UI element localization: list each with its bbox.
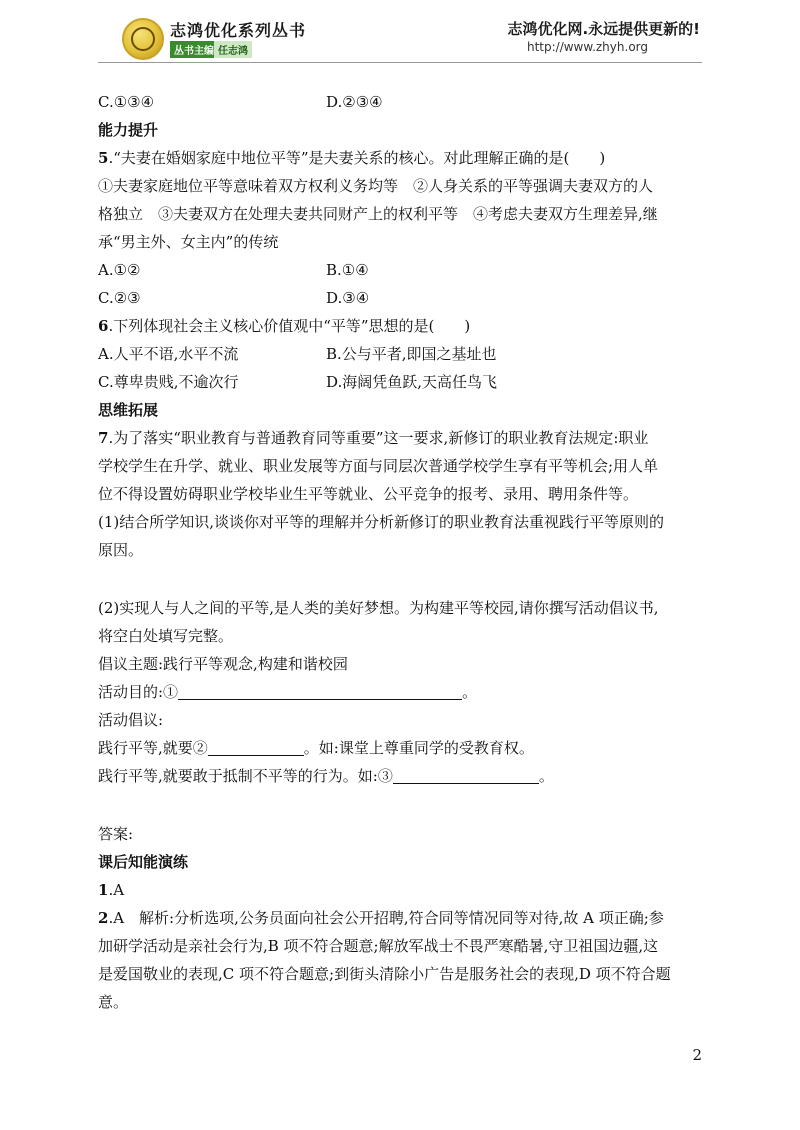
q7-stem xyxy=(98,424,708,452)
q7-stem-text: .为了落实“职业教育与普通教育同等重要”这一要求,新修订的职业教育法规定:职业 xyxy=(108,429,649,447)
page-content xyxy=(98,88,708,1016)
q7-proposal-line-2 xyxy=(98,734,708,762)
section-heading-ability: 能力提升 xyxy=(98,121,159,139)
q7-sub2-line: 将空白处填写完整。 xyxy=(98,627,234,645)
q5-statement-line: ①夫妻家庭地位平等意味着双方权利义务均等 ②人身关系的平等强调夫妻双方的人 xyxy=(98,177,654,195)
q5-number: 5 xyxy=(98,149,109,167)
q5-statement-line: 格独立 ③夫妻双方在处理夫妻共同财产上的权利平等 ④考虑夫妻双方生理差异,继 xyxy=(98,205,658,223)
answer-2 xyxy=(98,904,708,932)
q6-option-c: C.尊卑贵贱,不逾次行 xyxy=(98,373,239,391)
q7-line2-label: 践行平等,就要② xyxy=(98,739,208,757)
fill-blank-2[interactable] xyxy=(208,739,304,756)
spacer xyxy=(98,790,708,820)
q7-stem-line: 位不得设置妨碍职业学校毕业生平等就业、公平竞争的报考、录用、聘用条件等。 xyxy=(98,485,639,503)
q6-stem-text: .下列体现社会主义核心价值观中“平等”思想的是( ) xyxy=(108,317,471,335)
q5-stem xyxy=(98,144,708,172)
q7-purpose-line xyxy=(98,678,708,706)
q5-option-a: A.①② xyxy=(98,261,141,279)
answers-section-heading: 课后知能演练 xyxy=(98,853,189,871)
editor-tag: 丛书主编 xyxy=(170,41,218,58)
q5-stem-text: .“夫妻在婚姻家庭中地位平等”是夫妻关系的核心。对此理解正确的是( ) xyxy=(108,149,606,167)
q5-statement-line: 承“男主外、女主内”的传统 xyxy=(98,233,279,251)
q7-stem-line: 学校学生在升学、就业、职业发展等方面与同层次普通学校学生享有平等机会;用人单 xyxy=(98,457,659,475)
q7-proposal-line-3 xyxy=(98,762,708,790)
q4-option-c: C.①③④ xyxy=(98,93,155,111)
q5-option-c: C.②③ xyxy=(98,289,141,307)
q6-options-row xyxy=(98,368,708,396)
editor-name: 任志鸿 xyxy=(214,41,252,58)
header-url[interactable]: http://www.zhyh.org xyxy=(526,40,648,54)
q7-line3-end: 。 xyxy=(538,767,554,785)
q4-options-row xyxy=(98,88,708,116)
series-logo xyxy=(122,18,164,60)
header-divider xyxy=(98,62,702,63)
q7-proposal-title: 活动倡议: xyxy=(98,711,164,729)
q6-option-b: B.公与平者,即国之基址也 xyxy=(326,345,497,363)
q6-option-a: A.人平不语,水平不流 xyxy=(98,345,239,363)
q6-options-row xyxy=(98,340,708,368)
q5-options-row xyxy=(98,284,708,312)
q7-purpose-label: 活动目的:① xyxy=(98,683,179,701)
q4-option-d: D.②③④ xyxy=(326,93,383,111)
answers-label: 答案: xyxy=(98,825,134,843)
answer-space xyxy=(98,564,708,594)
header-slogan: 志鸿优化网.永远提供更新的! xyxy=(507,20,700,38)
q7-line3-label: 践行平等,就要敢于抵制不平等的行为。如:③ xyxy=(98,767,393,785)
q7-number: 7 xyxy=(98,429,109,447)
series-title: 志鸿优化系列丛书 xyxy=(170,21,307,40)
q7-purpose-end: 。 xyxy=(462,683,478,701)
answer-1 xyxy=(98,876,708,904)
q6-number: 6 xyxy=(98,317,109,335)
q6-option-d: D.海阔凭鱼跃,天高任鸟飞 xyxy=(326,373,498,391)
q5-options-row xyxy=(98,256,708,284)
answer-2-line: 加研学活动是亲社会行为,B 项不符合题意;解放军战士不畏严寒酷暑,守卫祖国边疆,这 xyxy=(98,937,659,955)
answer-2-text: .A 解析:分析选项,公务员面向社会公开招聘,符合同等情况同等对待,故 A 项正确;参 xyxy=(108,909,664,927)
section-heading-thinking: 思维拓展 xyxy=(98,401,159,419)
q5-option-b: B.①④ xyxy=(326,261,369,279)
answer-1-number: 1 xyxy=(98,881,109,899)
answer-2-line: 是爱国敬业的表现,C 项不符合题意;到街头清除小广告是服务社会的表现,D 项不符合题 xyxy=(98,965,671,983)
q7-sub2-line: (2)实现人与人之间的平等,是人类的美好梦想。为构建平等校园,请你撰写活动倡议书, xyxy=(98,599,659,617)
fill-blank-3[interactable] xyxy=(393,767,539,784)
q7-sub1-line: (1)结合所学知识,谈谈你对平等的理解并分析新修订的职业教育法重视践行平等原则的 xyxy=(98,513,665,531)
fill-blank-1[interactable] xyxy=(178,683,462,700)
q6-stem xyxy=(98,312,708,340)
q7-theme: 倡议主题:践行平等观念,构建和谐校园 xyxy=(98,655,348,673)
answer-2-line: 意。 xyxy=(98,993,129,1011)
q7-sub1-line: 原因。 xyxy=(98,541,144,559)
page-number: 2 xyxy=(692,1046,702,1064)
answer-1-text: .A xyxy=(108,881,125,899)
q5-option-d: D.③④ xyxy=(326,289,370,307)
q7-line2-end: 。如:课堂上尊重同学的受教育权。 xyxy=(303,739,534,757)
answer-2-number: 2 xyxy=(98,909,109,927)
